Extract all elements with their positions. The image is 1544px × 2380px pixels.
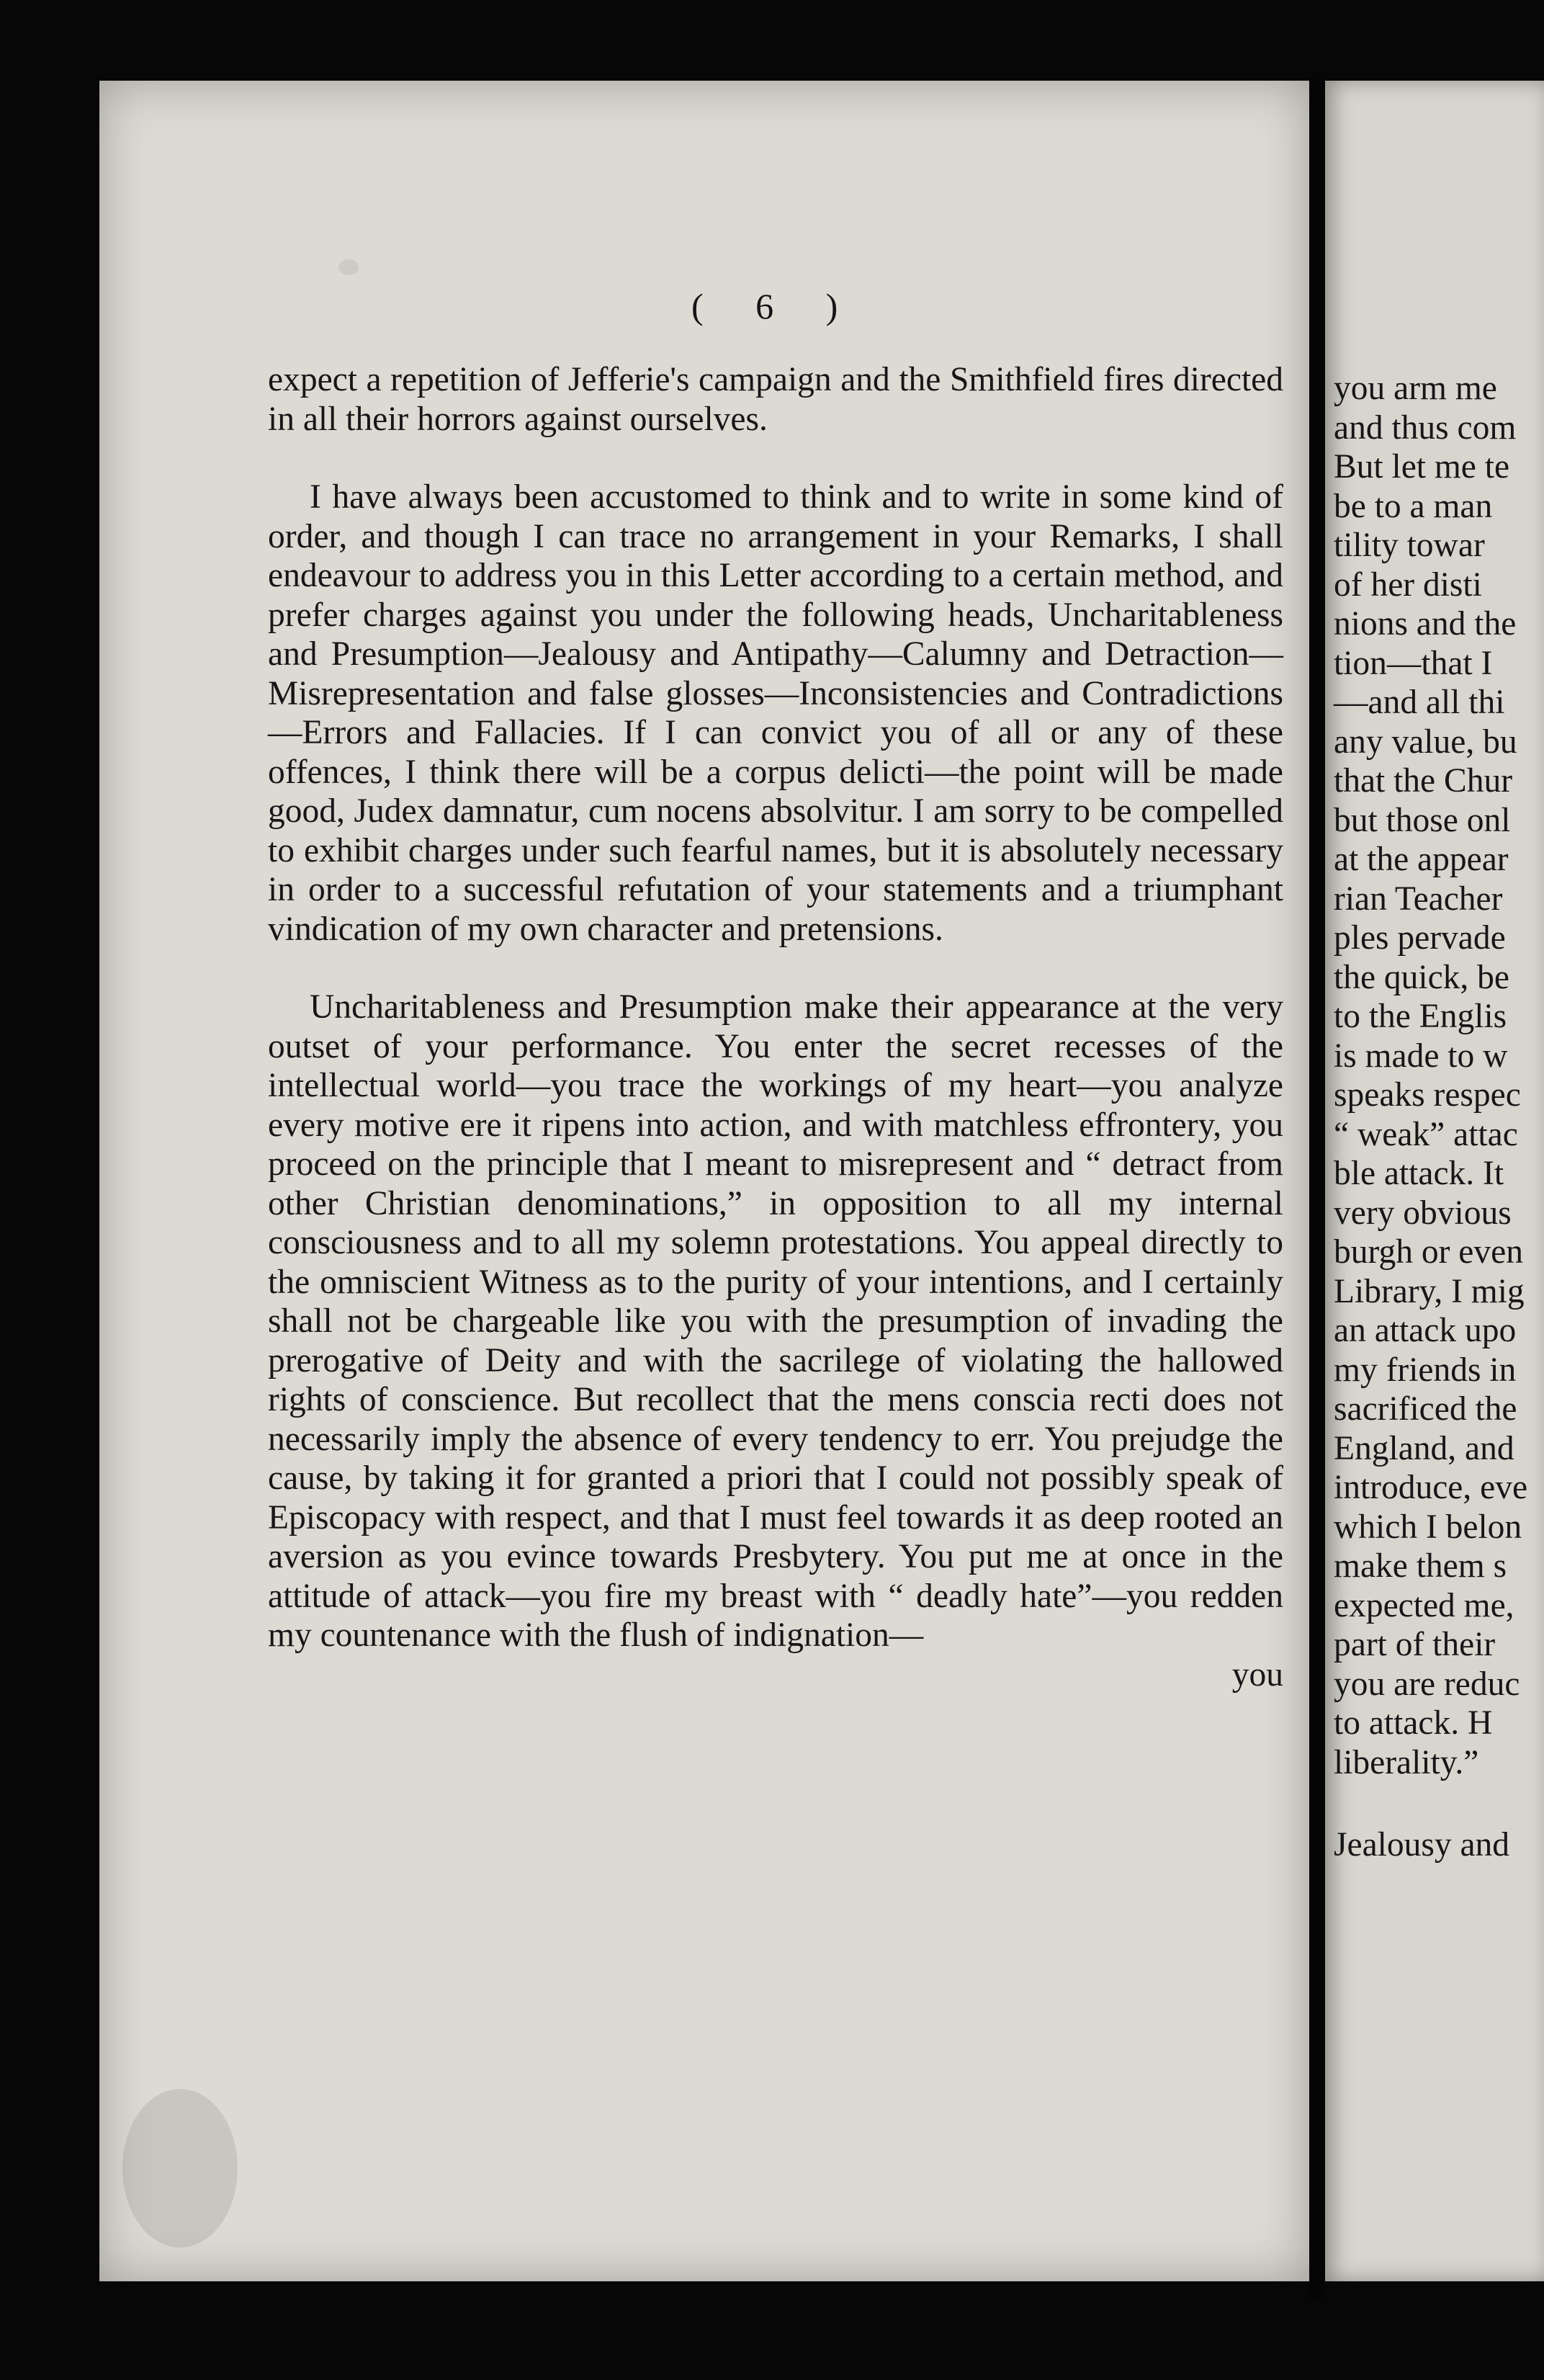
right-page-line: introduce, eve: [1334, 1469, 1528, 1506]
right-page-line: that the Chur: [1334, 762, 1513, 800]
right-page-line: Jealousy and: [1334, 1826, 1510, 1864]
right-page-line: any value, bu: [1334, 722, 1517, 761]
right-page-line: rian Teacher: [1334, 880, 1503, 918]
right-page-line: to the Englis: [1334, 998, 1507, 1035]
right-page-line: of her disti: [1334, 565, 1482, 604]
right-page-line: liberality.”: [1334, 1743, 1479, 1781]
right-page-line: very obvious: [1334, 1194, 1512, 1232]
left-page-text: [268, 360, 1283, 1694]
right-page-line: sacrificed the: [1334, 1390, 1517, 1428]
right-page-line: you arm me: [1334, 370, 1497, 407]
paragraph-continuation: expect a repetition of Jefferie's campaign and the Smithfield fires directed in all their horrors against ourselves.: [268, 361, 1283, 438]
right-page-line: which I belon: [1334, 1508, 1522, 1546]
right-page-line: and thus com: [1334, 408, 1517, 447]
right-page-line: ples pervade: [1334, 919, 1506, 957]
right-page-line: expected me,: [1334, 1586, 1514, 1624]
right-page-line: ble attack. It: [1334, 1155, 1504, 1192]
catchword: you: [1231, 1655, 1283, 1694]
right-page-line: But let me te: [1334, 448, 1510, 486]
book-gutter: [1309, 72, 1325, 2298]
right-page-line: “ weak” attac: [1334, 1115, 1518, 1153]
right-page-line: tion—that I: [1334, 644, 1493, 682]
right-page-line: burgh or even: [1334, 1233, 1523, 1271]
right-page-line: part of their: [1334, 1626, 1496, 1663]
right-page-line: Library, I mig: [1334, 1272, 1525, 1310]
right-page-line: be to a man: [1334, 487, 1493, 525]
paragraph-uncharitableness: Uncharitableness and Presumption make their appearance at the very outset of your performance. You enter the secret recesses of the intellectual world—you trace the workings of my heart—you analyze every motive ere it ripens into action, and with matchless effrontery, you proceed on the principle that I meant to misrepresent and “ detract from other Christian denominations,” in opposition to all my internal consciousness and to all my solemn protestations. You appeal directly to the omniscient Witness as to the purity of your intentions, and I certainly shall not be chargeable like you with the presumption of invading the prerogative of Deity and with the sacrilege of violating the hallowed rights of conscience. But recollect that the mens conscia recti does not necessarily imply the absence of every tendency to err. You prejudge the cause, by taking it for granted a priori that I could not possibly speak of Episcopacy with respect, and that I must feel towards it as deep rooted an aversion as you evince towards Presbytery. You put me at once in the attitude of attack—you fire my breast with “ deadly hate”—you redden my countenance with the flush of indignation—: [268, 988, 1283, 1654]
right-page-line: make them s: [1334, 1547, 1507, 1585]
page-stain: [122, 2089, 238, 2247]
right-page-line: tility towar: [1334, 527, 1485, 564]
right-page-line: my friends in: [1334, 1351, 1517, 1389]
right-page-text: [1334, 369, 1544, 1865]
ink-smudge: [338, 259, 359, 275]
right-page-line: is made to w: [1334, 1037, 1508, 1075]
paragraph-method: I have always been accustomed to think and to write in some kind of order, and though I can trace no arrangement in your Remarks, I shall endeavour to address you in this Letter according to a certain method, and prefer charges against you under the following heads, Uncharitableness and Presumption—Jealousy and Antipathy—Calumny and Detraction—Misrepresentation and false glosses—Inconsistencies and Contradictions—Errors and Fallacies. If I can convict you of all or any of these offences, I think there will be a corpus delicti—the point will be made good, Judex damnatur, cum nocens absolvitur. I am sorry to be compelled to exhibit charges under such fearful names, but it is absolutely necessary in order to a successful refutation of your statements and a triumphant vindication of my own character and pretensions.: [268, 478, 1283, 948]
right-page-line: nions and the: [1334, 605, 1517, 643]
right-page-line: you are reduc: [1334, 1665, 1520, 1703]
right-page-line: at the appear: [1334, 841, 1509, 878]
right-page-line: speaks respec: [1334, 1076, 1521, 1114]
right-page-line: to attack. H: [1334, 1704, 1493, 1742]
right-page-line: but those onl: [1334, 801, 1511, 839]
right-page-line: England, and: [1334, 1429, 1514, 1467]
page-number: ( 6 ): [691, 286, 860, 326]
right-page-line: —and all thi: [1334, 684, 1505, 721]
right-page-line: the quick, be: [1334, 958, 1510, 996]
right-page-line: an attack upo: [1334, 1312, 1517, 1349]
